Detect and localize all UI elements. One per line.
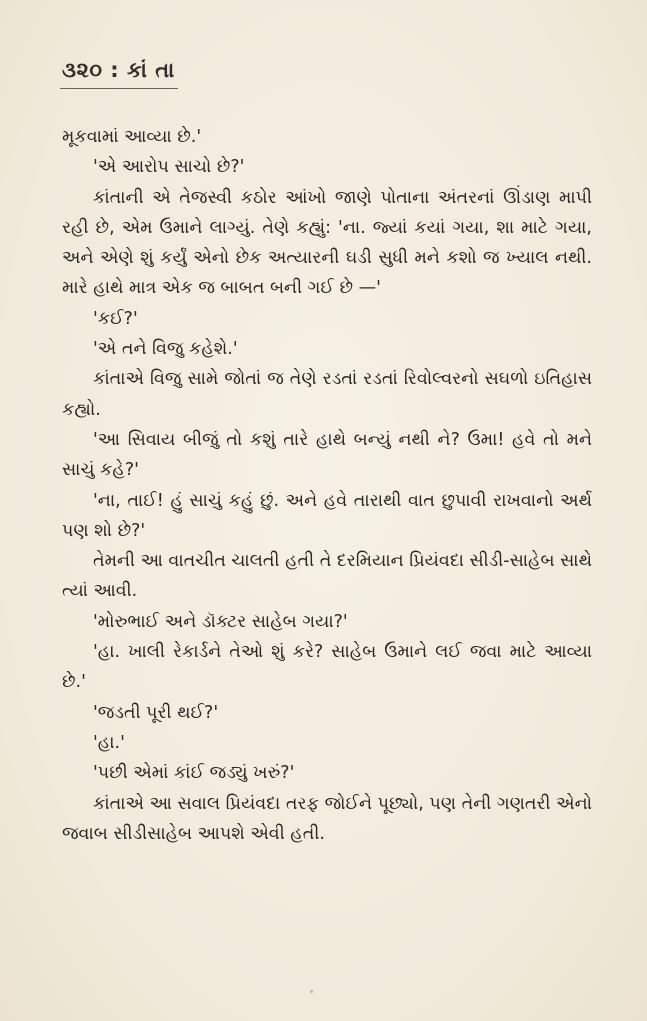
paragraph: 'પછી એમાં કાંઈ જડ્યું ખરું?' bbox=[93, 763, 295, 784]
paragraph: તેમની આ વાતચીત ચાલતી હતી તે દરમિયાન પ્રિયંવદા સીડી-સાહેબ સાથે ત્યાં આવી. bbox=[62, 551, 592, 602]
paragraph: 'ના, તાઈ! હું સાચું કહું છું. અને હવે તારાથી વાત છુપાવી રાખવાનો અર્થ પણ શો છે?' bbox=[62, 490, 592, 541]
paragraph: કાંતાએ વિજુ સામે જોતાં જ તેણે રડતાં રડતાં રિવોલ્વરનો સઘળો ઇતિહાસ કહ્યો. bbox=[62, 369, 592, 420]
paragraph: 'મોરુભાઈ અને ડૉક્ટર સાહેબ ગયા?' bbox=[93, 611, 348, 632]
paragraph: 'હા.' bbox=[93, 732, 125, 753]
paragraph: 'જડતી પૂરી થઈ?' bbox=[93, 702, 219, 723]
paragraph: 'કઈ?' bbox=[93, 308, 138, 329]
paragraph: કાંતાની એ તેજસ્વી કઠોર આંખો જાણે પોતાના અંતરનાં ઊંડાણ માપી રહી છે, એમ ઉમાને લાગ્યું. તેણે કહ્યું: 'ના. જ્યાં કયાં ગયા, શા માટે ગયા, અને એણે શું કર્યું એનો છેક અત્યારની ઘડી સુધી મને કશો જ ખ્યાલ નથી. મારે હાથે માત્ર એક જ બાબત બની ગઈ છે —' bbox=[62, 187, 592, 299]
paragraph: મૂકવામાં આવ્યા છે.' bbox=[62, 127, 202, 147]
paragraph: 'હા. ખાલી રેકાર્ડને તેઓ શું કરે? સાહેબ ઉમાને લઈ જવા માટે આવ્યા છે.' bbox=[62, 642, 592, 693]
header-underline bbox=[60, 88, 178, 89]
running-head: ૩૨૦ : કાં તા bbox=[62, 58, 175, 82]
paragraph: 'આ સિવાય બીજું તો કશું તારે હાથે બન્યું નથી ને? ઉમા! હવે તો મને સાચું કહે?' bbox=[62, 429, 592, 481]
paragraph: કાંતાએ આ સવાલ પ્રિયંવદા તરફ જોઈને પૂછ્યો, પણ તેની ગણતરી એનો જવાબ સીડીસાહેબ આપશે એવી હતી. bbox=[62, 793, 592, 844]
paragraph: 'એ તને વિજુ કહેશે.' bbox=[93, 339, 238, 360]
paragraph: 'એ આરોપ સાચો છે?' bbox=[93, 157, 245, 178]
body-text bbox=[62, 122, 592, 849]
paper-speck bbox=[310, 990, 313, 993]
